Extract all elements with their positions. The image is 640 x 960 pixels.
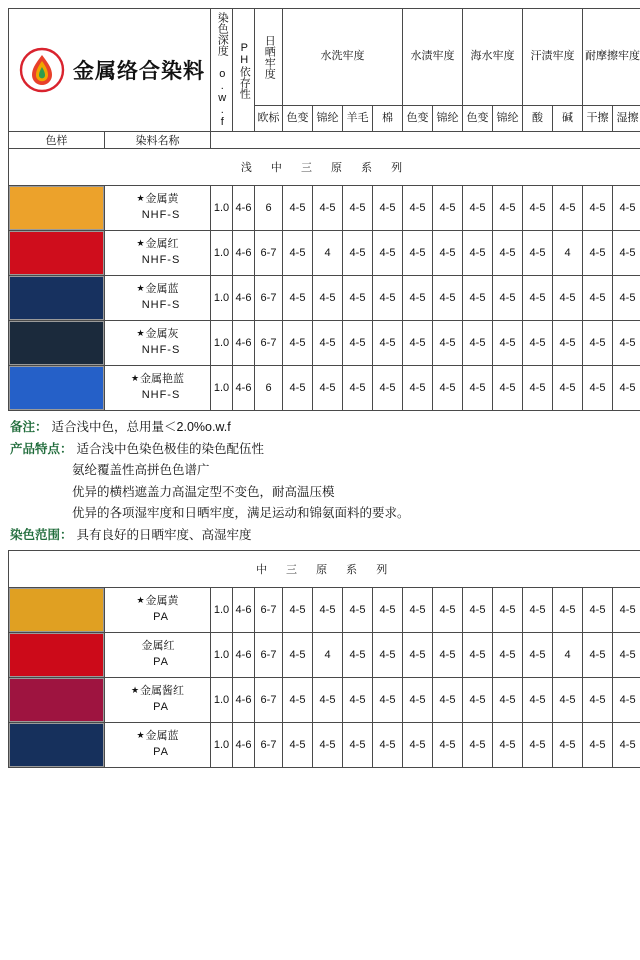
fastness-value-6: 4-5	[373, 186, 403, 231]
series-band-row	[9, 149, 640, 186]
series-band-label-1: 中 三 原 系 列	[9, 551, 640, 588]
color-swatch	[9, 366, 104, 410]
table-row	[9, 633, 640, 678]
fastness-value-0: 1.0	[211, 678, 233, 723]
fastness-value-3: 4-5	[283, 723, 313, 768]
fastness-value-12: 4-5	[553, 588, 583, 633]
fastness-value-8: 4-5	[433, 186, 463, 231]
fastness-table-section-2	[8, 550, 640, 768]
star-icon: ★	[136, 328, 145, 339]
fastness-value-9: 4-5	[463, 678, 493, 723]
fastness-value-2: 6-7	[255, 678, 283, 723]
fastness-value-13: 4-5	[583, 633, 613, 678]
fastness-value-7: 4-5	[403, 366, 433, 411]
header-dye-name: 染料名称	[105, 132, 211, 149]
fastness-value-3: 4-5	[283, 186, 313, 231]
fastness-value-13: 4-5	[583, 321, 613, 366]
fastness-value-2: 6-7	[255, 321, 283, 366]
fastness-value-12: 4-5	[553, 186, 583, 231]
color-swatch	[9, 633, 104, 677]
fastness-value-4: 4-5	[313, 588, 343, 633]
header-perspiration-fastness: 汗渍牢度	[523, 9, 583, 106]
fastness-value-5: 4-5	[343, 366, 373, 411]
fastness-value-6: 4-5	[373, 588, 403, 633]
fastness-value-12: 4-5	[553, 366, 583, 411]
fastness-value-4: 4-5	[313, 678, 343, 723]
fastness-value-10: 4-5	[493, 231, 523, 276]
fastness-value-9: 4-5	[463, 321, 493, 366]
fastness-value-14: 4-5	[613, 321, 640, 366]
fastness-value-8: 4-5	[433, 723, 463, 768]
fastness-value-14: 4-5	[613, 723, 640, 768]
dye-name-cell	[105, 678, 211, 723]
fastness-value-10: 4-5	[493, 678, 523, 723]
fastness-value-1: 4-6	[233, 231, 255, 276]
fastness-value-11: 4-5	[523, 678, 553, 723]
fastness-value-12: 4	[553, 231, 583, 276]
fastness-value-1: 4-6	[233, 276, 255, 321]
fastness-value-8: 4-5	[433, 366, 463, 411]
fastness-value-11: 4-5	[523, 186, 553, 231]
fastness-value-10: 4-5	[493, 276, 523, 321]
star-icon: ★	[130, 685, 140, 696]
fastness-value-11: 4-5	[523, 723, 553, 768]
fastness-value-3: 4-5	[283, 231, 313, 276]
feature-line-4: 优异的各项湿牢度和日晒牢度，满足运动和锦氨面料的要求。	[72, 506, 410, 520]
feature-line-2: 氨纶覆盖性高拼色色谱广	[72, 463, 210, 477]
fastness-value-14: 4-5	[613, 366, 640, 411]
features-label: 产品特点：	[10, 441, 73, 456]
fastness-value-3: 4-5	[283, 588, 313, 633]
fastness-value-12: 4-5	[553, 321, 583, 366]
dye-name-text: 金属蓝	[145, 730, 179, 743]
fastness-value-11: 4-5	[523, 321, 553, 366]
fastness-value-10: 4-5	[493, 321, 523, 366]
fastness-value-3: 4-5	[283, 366, 313, 411]
feature-line-1: 适合浅中色染色极佳的染色配伍性	[76, 441, 265, 456]
dye-name-cell	[105, 723, 211, 768]
fastness-value-13: 4-5	[583, 186, 613, 231]
header-group-row	[9, 9, 640, 106]
fastness-value-8: 4-5	[433, 678, 463, 723]
dye-name-cell	[105, 231, 211, 276]
fastness-value-1: 4-6	[233, 723, 255, 768]
dye-code-text: PA	[153, 656, 169, 668]
fastness-value-9: 4-5	[463, 231, 493, 276]
fastness-value-6: 4-5	[373, 366, 403, 411]
dye-name-text: 金属黄	[145, 193, 179, 206]
header-persp-alkali: 碱	[553, 106, 583, 132]
series-band-label-0: 浅 中 三 原 系 列	[9, 149, 640, 186]
star-icon: ★	[136, 730, 145, 741]
fastness-value-14: 4-5	[613, 276, 640, 321]
fastness-value-11: 4-5	[523, 276, 553, 321]
fastness-value-6: 4-5	[373, 633, 403, 678]
header-wash-shade: 色变	[283, 106, 313, 132]
fastness-value-2: 6	[255, 186, 283, 231]
fastness-value-2: 6-7	[255, 231, 283, 276]
header-water-shade: 色变	[403, 106, 433, 132]
color-swatch-cell	[9, 678, 105, 723]
fastness-table-section-1	[8, 8, 640, 411]
fastness-value-2: 6-7	[255, 723, 283, 768]
fastness-value-6: 4-5	[373, 723, 403, 768]
header-color-sample: 色样	[9, 132, 105, 149]
fastness-value-4: 4-5	[313, 366, 343, 411]
color-swatch-cell	[9, 588, 105, 633]
header-persp-acid: 酸	[523, 106, 553, 132]
fastness-value-5: 4-5	[343, 321, 373, 366]
dye-name-text: 金属蓝	[145, 283, 179, 296]
table-row	[9, 321, 640, 366]
fastness-value-1: 4-6	[233, 321, 255, 366]
dye-name-text: 金属酱红	[140, 685, 185, 698]
fastness-value-2: 6	[255, 366, 283, 411]
table-row	[9, 231, 640, 276]
fastness-value-8: 4-5	[433, 321, 463, 366]
fastness-value-9: 4-5	[463, 276, 493, 321]
fastness-value-0: 1.0	[211, 321, 233, 366]
fastness-value-4: 4	[313, 633, 343, 678]
fastness-value-14: 4-5	[613, 588, 640, 633]
header-wash-nylon: 锦纶	[313, 106, 343, 132]
brand-logo-cell	[9, 9, 211, 132]
table-row	[9, 366, 640, 411]
fastness-value-3: 4-5	[283, 633, 313, 678]
fastness-value-5: 4-5	[343, 186, 373, 231]
series-band-row	[9, 551, 640, 588]
fastness-value-4: 4	[313, 231, 343, 276]
fastness-value-2: 6-7	[255, 588, 283, 633]
fastness-value-1: 4-6	[233, 186, 255, 231]
fastness-value-5: 4-5	[343, 723, 373, 768]
fastness-value-5: 4-5	[343, 678, 373, 723]
fastness-value-12: 4-5	[553, 678, 583, 723]
fastness-value-6: 4-5	[373, 231, 403, 276]
scope-label: 染色范围：	[10, 527, 73, 542]
star-icon: ★	[136, 193, 145, 204]
fastness-value-14: 4-5	[613, 633, 640, 678]
fastness-value-11: 4-5	[523, 633, 553, 678]
fastness-value-0: 1.0	[211, 366, 233, 411]
dye-code-text: PA	[153, 611, 169, 623]
fastness-value-10: 4-5	[493, 588, 523, 633]
fastness-value-13: 4-5	[583, 276, 613, 321]
star-icon: ★	[136, 595, 145, 606]
dye-name-cell	[105, 276, 211, 321]
dye-name-text: 金属灰	[145, 328, 179, 341]
fastness-value-13: 4-5	[583, 588, 613, 633]
fastness-value-1: 4-6	[233, 366, 255, 411]
header-rub-wet: 湿擦	[613, 106, 640, 132]
dye-name-text: 金属艳蓝	[140, 373, 185, 386]
fastness-value-11: 4-5	[523, 588, 553, 633]
header-ph: PH依存性	[233, 9, 255, 132]
header-wash-cotton: 棉	[373, 106, 403, 132]
fastness-value-10: 4-5	[493, 186, 523, 231]
header-water-nylon: 锦纶	[433, 106, 463, 132]
fastness-value-8: 4-5	[433, 231, 463, 276]
dye-name-text: 金属黄	[145, 595, 179, 608]
fastness-value-5: 4-5	[343, 633, 373, 678]
header-rubbing-fastness: 耐摩擦牢度	[583, 9, 640, 106]
fastness-value-7: 4-5	[403, 588, 433, 633]
fastness-value-7: 4-5	[403, 723, 433, 768]
fastness-value-0: 1.0	[211, 186, 233, 231]
color-swatch-cell	[9, 366, 105, 411]
fastness-value-7: 4-5	[403, 276, 433, 321]
fastness-value-2: 6-7	[255, 276, 283, 321]
note-remark	[10, 417, 632, 439]
fastness-value-13: 4-5	[583, 231, 613, 276]
table-row	[9, 588, 640, 633]
dye-code-text: NHF-S	[141, 389, 181, 401]
fastness-value-2: 6-7	[255, 633, 283, 678]
fastness-value-10: 4-5	[493, 633, 523, 678]
fastness-value-7: 4-5	[403, 186, 433, 231]
star-icon: ★	[136, 283, 145, 294]
header-lightfast-standard: 欧标	[255, 106, 283, 132]
table-row	[9, 186, 640, 231]
fastness-value-0: 1.0	[211, 633, 233, 678]
fastness-value-10: 4-5	[493, 366, 523, 411]
feature-line-2-wrap	[10, 460, 632, 482]
fastness-value-0: 1.0	[211, 231, 233, 276]
header-wash-wool: 羊毛	[343, 106, 373, 132]
header-water-fastness: 水渍牢度	[403, 9, 463, 106]
dye-code-text: NHF-S	[141, 254, 181, 266]
star-icon: ★	[136, 238, 145, 249]
dye-name-cell	[105, 588, 211, 633]
fastness-value-3: 4-5	[283, 321, 313, 366]
dye-code-text: NHF-S	[141, 299, 181, 311]
star-icon: ★	[130, 373, 140, 384]
fastness-value-7: 4-5	[403, 633, 433, 678]
dye-name-cell	[105, 186, 211, 231]
table-row	[9, 678, 640, 723]
fastness-value-12: 4	[553, 633, 583, 678]
note-features	[10, 439, 632, 461]
feature-line-3-wrap	[10, 482, 632, 504]
header-seawater-nylon: 锦纶	[493, 106, 523, 132]
fastness-value-11: 4-5	[523, 366, 553, 411]
fastness-value-3: 4-5	[283, 678, 313, 723]
color-swatch-cell	[9, 723, 105, 768]
fastness-value-4: 4-5	[313, 321, 343, 366]
feature-line-4-wrap	[10, 503, 632, 525]
dye-code-text: PA	[153, 701, 169, 713]
feature-line-3: 优异的横档遮盖力高温定型不变色，耐高温压模	[72, 484, 335, 499]
fastness-value-12: 4-5	[553, 723, 583, 768]
color-swatch	[9, 588, 104, 632]
scope-text: 具有良好的日晒牢度、高湿牢度	[76, 527, 252, 542]
table-row	[9, 723, 640, 768]
brand-title: 金属络合染料	[73, 59, 205, 83]
color-swatch	[9, 276, 104, 320]
fastness-value-13: 4-5	[583, 723, 613, 768]
header-depth: 染色深度 o.w.f	[211, 9, 233, 132]
color-swatch	[9, 231, 104, 275]
header-wash-fastness: 水洗牢度	[283, 9, 403, 106]
dye-name-text: 金属红	[145, 238, 179, 251]
fastness-value-13: 4-5	[583, 678, 613, 723]
fastness-value-4: 4-5	[313, 186, 343, 231]
fastness-value-9: 4-5	[463, 723, 493, 768]
remark-text: 适合浅中色，总用量＜2.0%o.w.f	[51, 420, 231, 434]
flame-logo-icon	[19, 47, 65, 93]
fastness-value-5: 4-5	[343, 276, 373, 321]
fastness-value-11: 4-5	[523, 231, 553, 276]
fastness-value-3: 4-5	[283, 276, 313, 321]
fastness-value-4: 4-5	[313, 723, 343, 768]
fastness-value-13: 4-5	[583, 366, 613, 411]
fastness-value-0: 1.0	[211, 276, 233, 321]
fastness-value-14: 4-5	[613, 231, 640, 276]
dye-code-text: PA	[153, 746, 169, 758]
dye-code-text: NHF-S	[141, 344, 181, 356]
dye-name-cell	[105, 321, 211, 366]
color-swatch-cell	[9, 276, 105, 321]
color-swatch-cell	[9, 633, 105, 678]
dye-code-text: NHF-S	[141, 209, 181, 221]
fastness-value-7: 4-5	[403, 231, 433, 276]
fastness-value-1: 4-6	[233, 633, 255, 678]
table-row	[9, 276, 640, 321]
fastness-value-9: 4-5	[463, 588, 493, 633]
notes-block	[10, 417, 632, 546]
header-label-row	[9, 132, 640, 149]
dye-name-text: 金属红	[141, 640, 175, 653]
color-swatch-cell	[9, 231, 105, 276]
color-swatch	[9, 186, 104, 230]
fastness-value-7: 4-5	[403, 321, 433, 366]
header-seawater-shade: 色变	[463, 106, 493, 132]
fastness-value-10: 4-5	[493, 723, 523, 768]
header-lightfastness: 日晒牢度	[255, 9, 283, 106]
header-seawater-fastness: 海水牢度	[463, 9, 523, 106]
fastness-value-7: 4-5	[403, 678, 433, 723]
fastness-value-12: 4-5	[553, 276, 583, 321]
remark-label: 备注：	[10, 420, 48, 434]
fastness-value-8: 4-5	[433, 588, 463, 633]
fastness-value-4: 4-5	[313, 276, 343, 321]
note-scope	[10, 525, 632, 547]
dye-name-cell	[105, 366, 211, 411]
color-swatch	[9, 678, 104, 722]
fastness-value-0: 1.0	[211, 723, 233, 768]
color-swatch	[9, 723, 104, 767]
fastness-value-0: 1.0	[211, 588, 233, 633]
fastness-value-5: 4-5	[343, 231, 373, 276]
header-rub-dry: 干擦	[583, 106, 613, 132]
color-swatch-cell	[9, 186, 105, 231]
fastness-value-1: 4-6	[233, 588, 255, 633]
fastness-value-6: 4-5	[373, 321, 403, 366]
fastness-value-8: 4-5	[433, 633, 463, 678]
fastness-value-9: 4-5	[463, 633, 493, 678]
dye-name-cell	[105, 633, 211, 678]
fastness-value-8: 4-5	[433, 276, 463, 321]
color-swatch-cell	[9, 321, 105, 366]
fastness-value-6: 4-5	[373, 276, 403, 321]
fastness-value-9: 4-5	[463, 366, 493, 411]
fastness-value-9: 4-5	[463, 186, 493, 231]
fastness-value-6: 4-5	[373, 678, 403, 723]
color-swatch	[9, 321, 104, 365]
fastness-value-5: 4-5	[343, 588, 373, 633]
fastness-value-14: 4-5	[613, 186, 640, 231]
fastness-value-14: 4-5	[613, 678, 640, 723]
fastness-value-1: 4-6	[233, 678, 255, 723]
